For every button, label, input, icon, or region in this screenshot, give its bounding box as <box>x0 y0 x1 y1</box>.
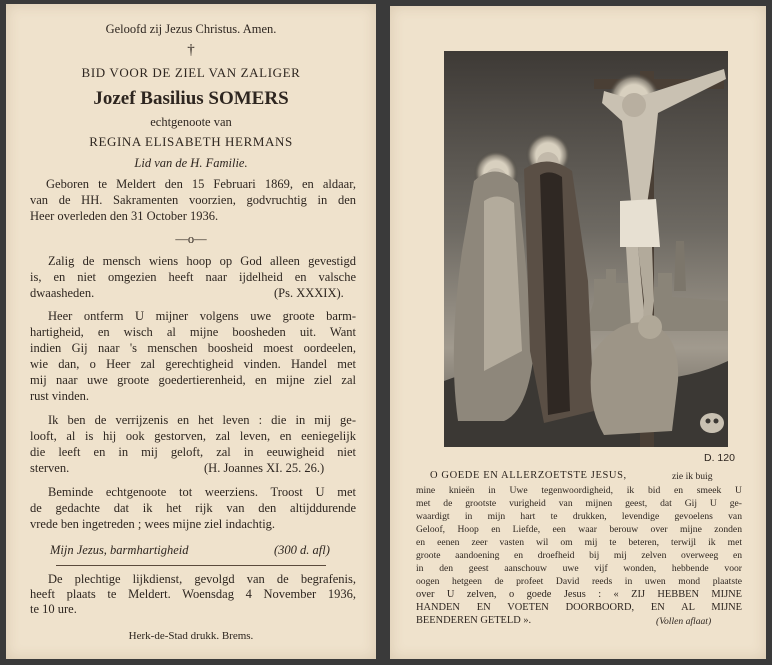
spouse-name: REGINA ELISABETH HERMANS <box>89 134 293 149</box>
spouse-label: echtgenoote van <box>150 115 232 129</box>
prayer-line: oogen hetgeen de profeet David reeds in uwen mond plaatste <box>416 576 742 587</box>
memorial-card-image-side <box>390 6 766 659</box>
plea-line: rust vinden. <box>30 389 90 403</box>
prayer-lead: O GOEDE EN ALLERZOETSTE JESUS, <box>430 470 627 481</box>
prayer-line: groote aandoening en droefheid bij mij zelven overweeg en <box>416 550 742 561</box>
psalm-line: Zalig de mensch wiens hoop op God alleen gevestigd <box>48 254 356 268</box>
prayer-line: Geloof, Hoop en Liefde, een waar berouw over mijne zonden <box>416 524 742 535</box>
prayer-line: waardigt in mijn hart te drukken, levendige gevoelens van <box>416 511 742 522</box>
john-line: sterven. <box>30 461 70 475</box>
prayer-line: BEENDEREN GETELD ». <box>416 615 532 626</box>
indulgence-note: (300 d. afl) <box>274 543 330 557</box>
funeral-line: heeft plaats te Meldert. Woensdag 4 November 1936, <box>30 587 356 601</box>
memorial-card-text-side <box>6 4 376 659</box>
bio-line: van de HH. Sakramenten voorzien, godvruchtig in den <box>30 193 356 207</box>
bio-line: Heer overleden den 31 October 1936. <box>30 209 219 223</box>
deceased-name: Jozef Basilius SOMERS <box>93 88 289 109</box>
plea-line: wie dan, o Heer zal gerechtigheid vinden. Handel met <box>30 357 356 371</box>
prayer-line: met de grootste vurigheid van mijnen geest, dat Gij U ge- <box>416 498 742 509</box>
john-line: Ik ben de verrijzenis en het leven : die in mij ge- <box>48 413 356 427</box>
prayer-line: HANDEN EN VOETEN DOORBOORD, EN AL MIJNE <box>416 602 742 613</box>
crucifixion-scene <box>444 51 728 447</box>
plea-line: Heer ontferm U mijner volgens uwe groote barm- <box>48 309 356 323</box>
psalm-reference: (Ps. XXXIX). <box>274 286 344 300</box>
image-code: D. 120 <box>704 452 735 464</box>
prayer-line: in den geest aanschouw uwe vijf wonden, hebbende voor <box>416 563 742 574</box>
prayer-title: BID VOOR DE ZIEL VAN ZALIGER <box>81 65 301 80</box>
crucifixion-illustration <box>444 51 728 447</box>
printer-credit: Herk-de-Stad drukk. Brems. <box>128 630 254 642</box>
header-blessing: Geloofd zij Jezus Christus. Amen. <box>105 22 277 36</box>
prayer-line: mine knieën in Uwe tegenwoordigheid, ik bid en smeek U <box>416 485 742 496</box>
membership-line: Lid van de H. Familie. <box>134 156 248 170</box>
john-line: looft, al is hij ook gestorven, zal leven, en eeniegelijk <box>30 429 356 443</box>
plea-line: mij naar uwe groote goedertierenheid, en mijne ziel zal <box>30 373 356 387</box>
psalm-line: is, en niet omgezien heeft naar ijdelheid en valsche <box>30 270 356 284</box>
john-reference: (H. Joannes XI. 25. 26.) <box>204 461 325 475</box>
cross-symbol: † <box>187 42 195 58</box>
prayer-line: en eenen zeer vasten wil om mij te beteren, terwijl ik met <box>416 537 742 548</box>
bio-line: Geboren te Meldert den 15 Februari 1869, en aldaar, <box>46 177 356 191</box>
plea-line: indien Gij naar 's menschen boosheid moest oordeelen, <box>30 341 356 355</box>
plea-line: hartigheid, en wisch al mijne boosheden uit. Want <box>30 325 356 339</box>
indulgence-note: (Vollen aflaat) <box>656 616 712 627</box>
ejaculation-prayer: Mijn Jezus, barmhartigheid <box>50 543 189 557</box>
funeral-line: te 10 ure. <box>30 602 77 616</box>
prayer-line: zie ik buig <box>672 471 713 482</box>
funeral-line: De plechtige lijkdienst, gevolgd van de begrafenis, <box>48 572 356 586</box>
section-divider: —o— <box>175 232 207 246</box>
farewell-line: de gedachte dat ik het rijk van den altijddurende <box>30 501 356 515</box>
john-line: die leeft en in mij geloft, zal in eeuwigheid niet <box>30 445 356 459</box>
psalm-line: dwaasheden. <box>30 286 95 300</box>
separator-rule <box>56 565 326 566</box>
farewell-line: vrede ben ingetreden ; wees mijne ziel indachtig. <box>30 517 276 531</box>
prayer-line: over U zelven, o goede Jesus : « ZIJ HEBBEN MIJNE <box>416 589 742 600</box>
farewell-line: Beminde echtgenoote tot weerziens. Troost U met <box>48 485 356 499</box>
